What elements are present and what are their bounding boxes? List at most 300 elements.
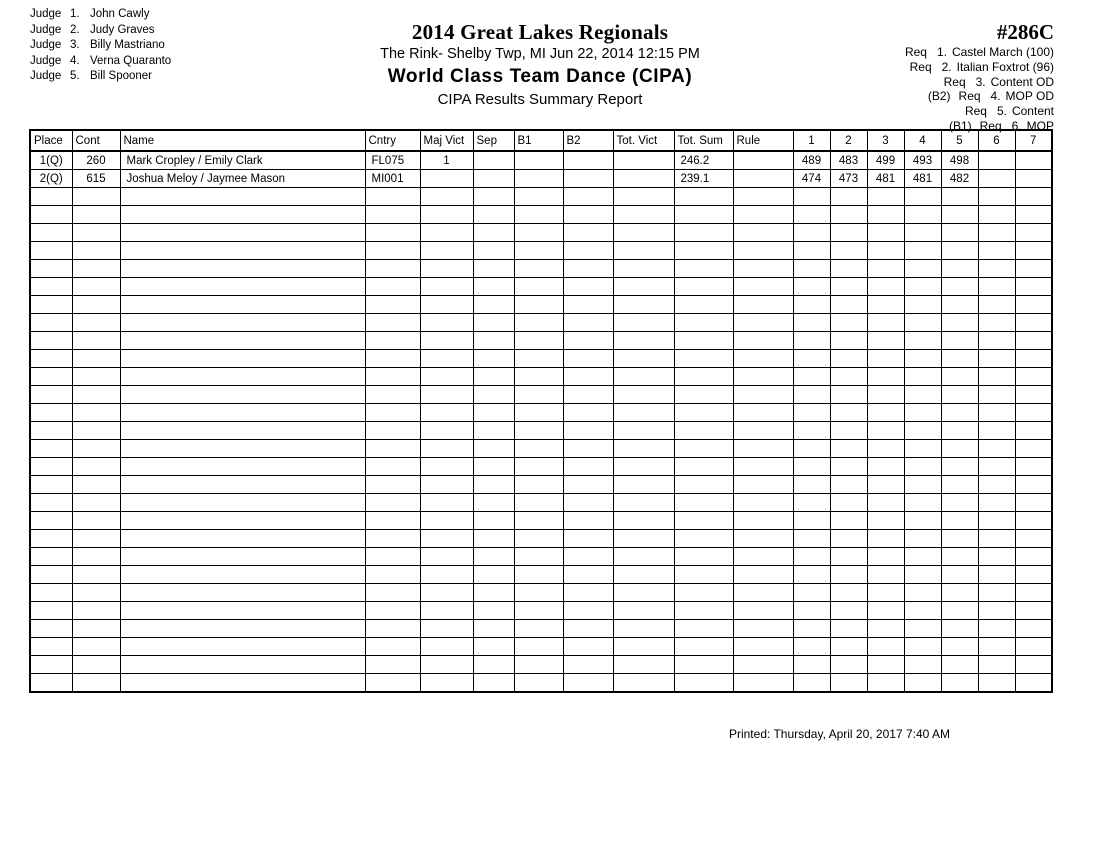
cell-name bbox=[120, 512, 365, 530]
cell-j2 bbox=[830, 458, 867, 476]
cell-tot_sum bbox=[674, 494, 733, 512]
cell-j1 bbox=[793, 278, 830, 296]
cell-b2 bbox=[563, 368, 613, 386]
cell-j1 bbox=[793, 386, 830, 404]
cell-tot_vict bbox=[613, 584, 674, 602]
cell-name bbox=[120, 296, 365, 314]
cell-b2 bbox=[563, 674, 613, 693]
cell-j7 bbox=[1015, 260, 1052, 278]
cell-j7 bbox=[1015, 548, 1052, 566]
cell-j2 bbox=[830, 476, 867, 494]
cell-tot_vict bbox=[613, 404, 674, 422]
cell-cont bbox=[72, 332, 120, 350]
requirement-row bbox=[863, 104, 1054, 119]
cell-name bbox=[120, 674, 365, 693]
cell-cont bbox=[72, 224, 120, 242]
table-row-empty[interactable] bbox=[30, 206, 1052, 224]
cell-rule bbox=[733, 440, 793, 458]
cell-b1 bbox=[514, 368, 563, 386]
table-row-empty[interactable] bbox=[30, 512, 1052, 530]
cell-j4 bbox=[904, 476, 941, 494]
cell-place: 1(Q) bbox=[30, 151, 72, 170]
cell-maj_vict bbox=[420, 656, 473, 674]
cell-j2 bbox=[830, 260, 867, 278]
cell-cntry bbox=[365, 620, 420, 638]
cell-place bbox=[30, 512, 72, 530]
cell-j1 bbox=[793, 404, 830, 422]
cell-rule bbox=[733, 458, 793, 476]
cell-tot_vict bbox=[613, 350, 674, 368]
cell-tot_vict bbox=[613, 620, 674, 638]
cell-j6 bbox=[978, 224, 1015, 242]
cell-j6 bbox=[978, 422, 1015, 440]
cell-cntry bbox=[365, 260, 420, 278]
cell-j6 bbox=[978, 620, 1015, 638]
cell-j5 bbox=[941, 314, 978, 332]
cell-j4: 481 bbox=[904, 170, 941, 188]
cell-j5 bbox=[941, 476, 978, 494]
cell-tot_sum bbox=[674, 512, 733, 530]
cell-rule bbox=[733, 242, 793, 260]
cell-b1 bbox=[514, 151, 563, 170]
table-row-empty[interactable] bbox=[30, 368, 1052, 386]
requirement-label: Req bbox=[909, 59, 932, 74]
requirement-number: 4. bbox=[990, 89, 1001, 104]
cell-sep bbox=[473, 350, 514, 368]
cell-j5 bbox=[941, 674, 978, 693]
column-header-j2: 2 bbox=[830, 130, 867, 151]
cell-place bbox=[30, 584, 72, 602]
table-row-empty[interactable] bbox=[30, 386, 1052, 404]
judge-row bbox=[30, 69, 171, 85]
requirement-text: Italian Foxtrot (96) bbox=[956, 59, 1054, 74]
cell-maj_vict: 1 bbox=[420, 151, 473, 170]
column-header-cntry: Cntry bbox=[365, 130, 420, 151]
cell-j2 bbox=[830, 638, 867, 656]
cell-j5 bbox=[941, 260, 978, 278]
cell-tot_vict bbox=[613, 368, 674, 386]
cell-j3 bbox=[867, 296, 904, 314]
cell-rule bbox=[733, 386, 793, 404]
table-row-empty[interactable] bbox=[30, 350, 1052, 368]
cell-sep bbox=[473, 332, 514, 350]
cell-tot_sum bbox=[674, 548, 733, 566]
cell-b1 bbox=[514, 458, 563, 476]
cell-b2 bbox=[563, 476, 613, 494]
cell-j2 bbox=[830, 404, 867, 422]
cell-rule bbox=[733, 656, 793, 674]
judge-name: Bill Spooner bbox=[90, 70, 153, 83]
cell-rule bbox=[733, 368, 793, 386]
cell-maj_vict bbox=[420, 368, 473, 386]
cell-j5 bbox=[941, 386, 978, 404]
cell-b2 bbox=[563, 458, 613, 476]
cell-j6 bbox=[978, 368, 1015, 386]
cell-j5 bbox=[941, 602, 978, 620]
cell-tot_vict bbox=[613, 206, 674, 224]
cell-b2 bbox=[563, 242, 613, 260]
cell-j6 bbox=[978, 386, 1015, 404]
requirement-text: MOP bbox=[1026, 118, 1054, 133]
cell-j5 bbox=[941, 458, 978, 476]
cell-j2 bbox=[830, 530, 867, 548]
results-table bbox=[29, 129, 1053, 693]
cell-cntry bbox=[365, 548, 420, 566]
venue-datetime: The Rink- Shelby Twp, MI Jun 22, 2014 12:15 PM bbox=[380, 46, 700, 62]
table-row-empty[interactable] bbox=[30, 476, 1052, 494]
cell-j6 bbox=[978, 530, 1015, 548]
column-header-name: Name bbox=[120, 130, 365, 151]
judge-name: Verna Quaranto bbox=[90, 54, 172, 67]
cell-tot_sum bbox=[674, 440, 733, 458]
table-row-empty[interactable] bbox=[30, 566, 1052, 584]
cell-j5 bbox=[941, 566, 978, 584]
cell-place bbox=[30, 530, 72, 548]
cell-maj_vict bbox=[420, 512, 473, 530]
table-row-empty[interactable] bbox=[30, 620, 1052, 638]
cell-tot_sum bbox=[674, 458, 733, 476]
cell-j7 bbox=[1015, 584, 1052, 602]
cell-b2 bbox=[563, 584, 613, 602]
cell-sep bbox=[473, 296, 514, 314]
cell-j7 bbox=[1015, 314, 1052, 332]
judge-row bbox=[30, 54, 171, 70]
cell-b1 bbox=[514, 332, 563, 350]
cell-cont bbox=[72, 476, 120, 494]
requirement-label: Req bbox=[979, 118, 1002, 133]
cell-b1 bbox=[514, 224, 563, 242]
print-timestamp: Printed: Thursday, April 20, 2017 7:40 AM bbox=[728, 727, 950, 741]
cell-j1 bbox=[793, 440, 830, 458]
cell-tot_vict bbox=[613, 656, 674, 674]
cell-sep bbox=[473, 170, 514, 188]
cell-tot_vict bbox=[613, 422, 674, 440]
column-header-sep: Sep bbox=[473, 130, 514, 151]
cell-cntry bbox=[365, 422, 420, 440]
table-row-empty[interactable] bbox=[30, 458, 1052, 476]
cell-j5 bbox=[941, 332, 978, 350]
table-row-empty[interactable] bbox=[30, 260, 1052, 278]
cell-sep bbox=[473, 458, 514, 476]
column-header-cont: Cont bbox=[72, 130, 120, 151]
cell-place bbox=[30, 242, 72, 260]
cell-tot_sum bbox=[674, 584, 733, 602]
judge-label: Judge bbox=[30, 54, 62, 67]
cell-cont bbox=[72, 674, 120, 693]
table-row[interactable] bbox=[30, 151, 1052, 170]
cell-tot_sum bbox=[674, 188, 733, 206]
cell-rule bbox=[733, 584, 793, 602]
cell-b1 bbox=[514, 530, 563, 548]
event-number: #286C bbox=[996, 20, 1054, 44]
cell-cntry: FL075 bbox=[365, 151, 420, 170]
table-row-empty[interactable] bbox=[30, 242, 1052, 260]
cell-j5 bbox=[941, 512, 978, 530]
cell-j4 bbox=[904, 440, 941, 458]
cell-j7 bbox=[1015, 278, 1052, 296]
column-header-j7: 7 bbox=[1015, 130, 1052, 151]
cell-b1 bbox=[514, 602, 563, 620]
cell-j3 bbox=[867, 440, 904, 458]
cell-tot_vict bbox=[613, 386, 674, 404]
cell-j7 bbox=[1015, 602, 1052, 620]
cell-rule bbox=[733, 332, 793, 350]
cell-place bbox=[30, 494, 72, 512]
cell-b2 bbox=[563, 638, 613, 656]
cell-j1 bbox=[793, 224, 830, 242]
cell-j3 bbox=[867, 620, 904, 638]
cell-name bbox=[120, 188, 365, 206]
cell-sep bbox=[473, 566, 514, 584]
cell-j6 bbox=[978, 188, 1015, 206]
table-row-empty[interactable] bbox=[30, 224, 1052, 242]
cell-j3 bbox=[867, 314, 904, 332]
cell-j2 bbox=[830, 512, 867, 530]
cell-cont bbox=[72, 260, 120, 278]
cell-tot_sum bbox=[674, 350, 733, 368]
cell-j3 bbox=[867, 278, 904, 296]
cell-j1 bbox=[793, 530, 830, 548]
cell-name bbox=[120, 476, 365, 494]
cell-tot_sum bbox=[674, 224, 733, 242]
cell-j6 bbox=[978, 206, 1015, 224]
cell-j6 bbox=[978, 494, 1015, 512]
requirement-number: 2. bbox=[941, 59, 952, 74]
table-row-empty[interactable] bbox=[30, 548, 1052, 566]
table-row-empty[interactable] bbox=[30, 674, 1052, 693]
cell-cntry bbox=[365, 602, 420, 620]
cell-cont: 260 bbox=[72, 151, 120, 170]
cell-b2 bbox=[563, 530, 613, 548]
requirement-number: 3. bbox=[975, 74, 986, 89]
cell-b2 bbox=[563, 170, 613, 188]
cell-tot_vict bbox=[613, 566, 674, 584]
cell-j7 bbox=[1015, 188, 1052, 206]
cell-tot_vict bbox=[613, 602, 674, 620]
requirement-text: MOP OD bbox=[1005, 89, 1054, 104]
judge-name: Billy Mastriano bbox=[90, 39, 165, 52]
cell-b1 bbox=[514, 404, 563, 422]
judge-label: Judge bbox=[30, 8, 62, 20]
cell-j7 bbox=[1015, 332, 1052, 350]
cell-b1 bbox=[514, 206, 563, 224]
cell-name bbox=[120, 242, 365, 260]
cell-j7 bbox=[1015, 530, 1052, 548]
table-row-empty[interactable] bbox=[30, 656, 1052, 674]
table-row-empty[interactable] bbox=[30, 332, 1052, 350]
cell-maj_vict bbox=[420, 314, 473, 332]
cell-j6 bbox=[978, 584, 1015, 602]
judge-row bbox=[30, 23, 171, 39]
cell-name bbox=[120, 602, 365, 620]
cell-name bbox=[120, 584, 365, 602]
judge-name: John Cawly bbox=[90, 8, 150, 20]
cell-j2 bbox=[830, 332, 867, 350]
cell-tot_vict bbox=[613, 548, 674, 566]
table-row[interactable] bbox=[30, 170, 1052, 188]
cell-j1 bbox=[793, 206, 830, 224]
cell-tot_sum bbox=[674, 620, 733, 638]
table-row-empty[interactable] bbox=[30, 314, 1052, 332]
cell-j1 bbox=[793, 584, 830, 602]
cell-tot_vict bbox=[613, 242, 674, 260]
cell-j3 bbox=[867, 350, 904, 368]
cell-j2 bbox=[830, 242, 867, 260]
cell-j6 bbox=[978, 638, 1015, 656]
cell-j1: 474 bbox=[793, 170, 830, 188]
cell-cont: 615 bbox=[72, 170, 120, 188]
cell-j6 bbox=[978, 476, 1015, 494]
cell-cntry bbox=[365, 638, 420, 656]
cell-j5 bbox=[941, 224, 978, 242]
cell-cntry bbox=[365, 296, 420, 314]
cell-maj_vict bbox=[420, 242, 473, 260]
table-row-empty[interactable] bbox=[30, 296, 1052, 314]
cell-place bbox=[30, 224, 72, 242]
column-header-tot_sum: Tot. Sum bbox=[674, 130, 733, 151]
cell-sep bbox=[473, 440, 514, 458]
cell-cont bbox=[72, 458, 120, 476]
table-row-empty[interactable] bbox=[30, 602, 1052, 620]
table-row-empty[interactable] bbox=[30, 422, 1052, 440]
cell-tot_sum bbox=[674, 674, 733, 693]
cell-maj_vict bbox=[420, 188, 473, 206]
column-header-rule: Rule bbox=[733, 130, 793, 151]
cell-sep bbox=[473, 422, 514, 440]
cell-j3 bbox=[867, 656, 904, 674]
cell-cont bbox=[72, 584, 120, 602]
cell-j2 bbox=[830, 422, 867, 440]
cell-tot_sum bbox=[674, 368, 733, 386]
cell-rule bbox=[733, 512, 793, 530]
cell-place bbox=[30, 296, 72, 314]
cell-j5 bbox=[941, 404, 978, 422]
cell-j3: 481 bbox=[867, 170, 904, 188]
cell-j5 bbox=[941, 296, 978, 314]
judge-number: 3. bbox=[70, 39, 80, 52]
table-row-empty[interactable] bbox=[30, 440, 1052, 458]
requirement-label: Req bbox=[943, 74, 966, 89]
cell-tot_vict bbox=[613, 260, 674, 278]
cell-cont bbox=[72, 278, 120, 296]
cell-maj_vict bbox=[420, 350, 473, 368]
cell-b2 bbox=[563, 548, 613, 566]
cell-place bbox=[30, 602, 72, 620]
cell-place bbox=[30, 386, 72, 404]
table-row-empty[interactable] bbox=[30, 494, 1052, 512]
cell-name bbox=[120, 368, 365, 386]
cell-j2 bbox=[830, 548, 867, 566]
table-row-empty[interactable] bbox=[30, 584, 1052, 602]
cell-j2 bbox=[830, 368, 867, 386]
cell-j6 bbox=[978, 548, 1015, 566]
cell-rule bbox=[733, 476, 793, 494]
cell-sep bbox=[473, 530, 514, 548]
cell-j5 bbox=[941, 242, 978, 260]
cell-sep bbox=[473, 260, 514, 278]
judge-row bbox=[30, 7, 171, 23]
cell-j4 bbox=[904, 332, 941, 350]
table-header-row bbox=[30, 130, 1052, 151]
cell-place bbox=[30, 206, 72, 224]
cell-j7 bbox=[1015, 422, 1052, 440]
requirement-number: 6. bbox=[1011, 118, 1022, 133]
cell-cntry bbox=[365, 278, 420, 296]
cell-j7 bbox=[1015, 242, 1052, 260]
cell-tot_sum bbox=[674, 404, 733, 422]
column-header-j3: 3 bbox=[867, 130, 904, 151]
cell-cntry bbox=[365, 188, 420, 206]
cell-j4: 493 bbox=[904, 151, 941, 170]
cell-cont bbox=[72, 368, 120, 386]
cell-tot_sum bbox=[674, 242, 733, 260]
column-header-j5: 5 bbox=[941, 130, 978, 151]
cell-b2 bbox=[563, 278, 613, 296]
cell-b1 bbox=[514, 350, 563, 368]
cell-place bbox=[30, 440, 72, 458]
cell-name: Joshua Meloy / Jaymee Mason bbox=[120, 170, 365, 188]
cell-tot_sum bbox=[674, 332, 733, 350]
requirement-label: Req bbox=[904, 45, 927, 59]
cell-j5 bbox=[941, 584, 978, 602]
column-header-j4: 4 bbox=[904, 130, 941, 151]
cell-cont bbox=[72, 620, 120, 638]
cell-cntry bbox=[365, 368, 420, 386]
cell-j4 bbox=[904, 656, 941, 674]
cell-cntry bbox=[365, 224, 420, 242]
cell-j1 bbox=[793, 566, 830, 584]
cell-cntry bbox=[365, 314, 420, 332]
cell-cont bbox=[72, 638, 120, 656]
cell-j2: 473 bbox=[830, 170, 867, 188]
cell-b2 bbox=[563, 296, 613, 314]
cell-j2 bbox=[830, 566, 867, 584]
cell-cntry bbox=[365, 476, 420, 494]
judge-name: Judy Graves bbox=[90, 23, 155, 36]
cell-j3 bbox=[867, 530, 904, 548]
table-row-empty[interactable] bbox=[30, 404, 1052, 422]
cell-j1 bbox=[793, 314, 830, 332]
table-row-empty[interactable] bbox=[30, 638, 1052, 656]
cell-maj_vict bbox=[420, 440, 473, 458]
requirement-text: Castel March (100) bbox=[951, 45, 1054, 59]
cell-j6 bbox=[978, 350, 1015, 368]
cell-name bbox=[120, 458, 365, 476]
cell-j3 bbox=[867, 206, 904, 224]
cell-tot_sum bbox=[674, 314, 733, 332]
cell-j1 bbox=[793, 296, 830, 314]
cell-sep bbox=[473, 476, 514, 494]
cell-j2 bbox=[830, 440, 867, 458]
cell-j7 bbox=[1015, 476, 1052, 494]
cell-cont bbox=[72, 602, 120, 620]
report-header bbox=[330, 20, 750, 110]
table-row-empty[interactable] bbox=[30, 530, 1052, 548]
cell-j7 bbox=[1015, 224, 1052, 242]
cell-j2 bbox=[830, 314, 867, 332]
cell-j5 bbox=[941, 638, 978, 656]
cell-maj_vict bbox=[420, 566, 473, 584]
table-row-empty[interactable] bbox=[30, 188, 1052, 206]
table-row-empty[interactable] bbox=[30, 278, 1052, 296]
cell-maj_vict bbox=[420, 206, 473, 224]
cell-b1 bbox=[514, 296, 563, 314]
cell-j3 bbox=[867, 476, 904, 494]
cell-maj_vict bbox=[420, 548, 473, 566]
cell-place bbox=[30, 548, 72, 566]
cell-rule bbox=[733, 674, 793, 693]
cell-j7 bbox=[1015, 458, 1052, 476]
